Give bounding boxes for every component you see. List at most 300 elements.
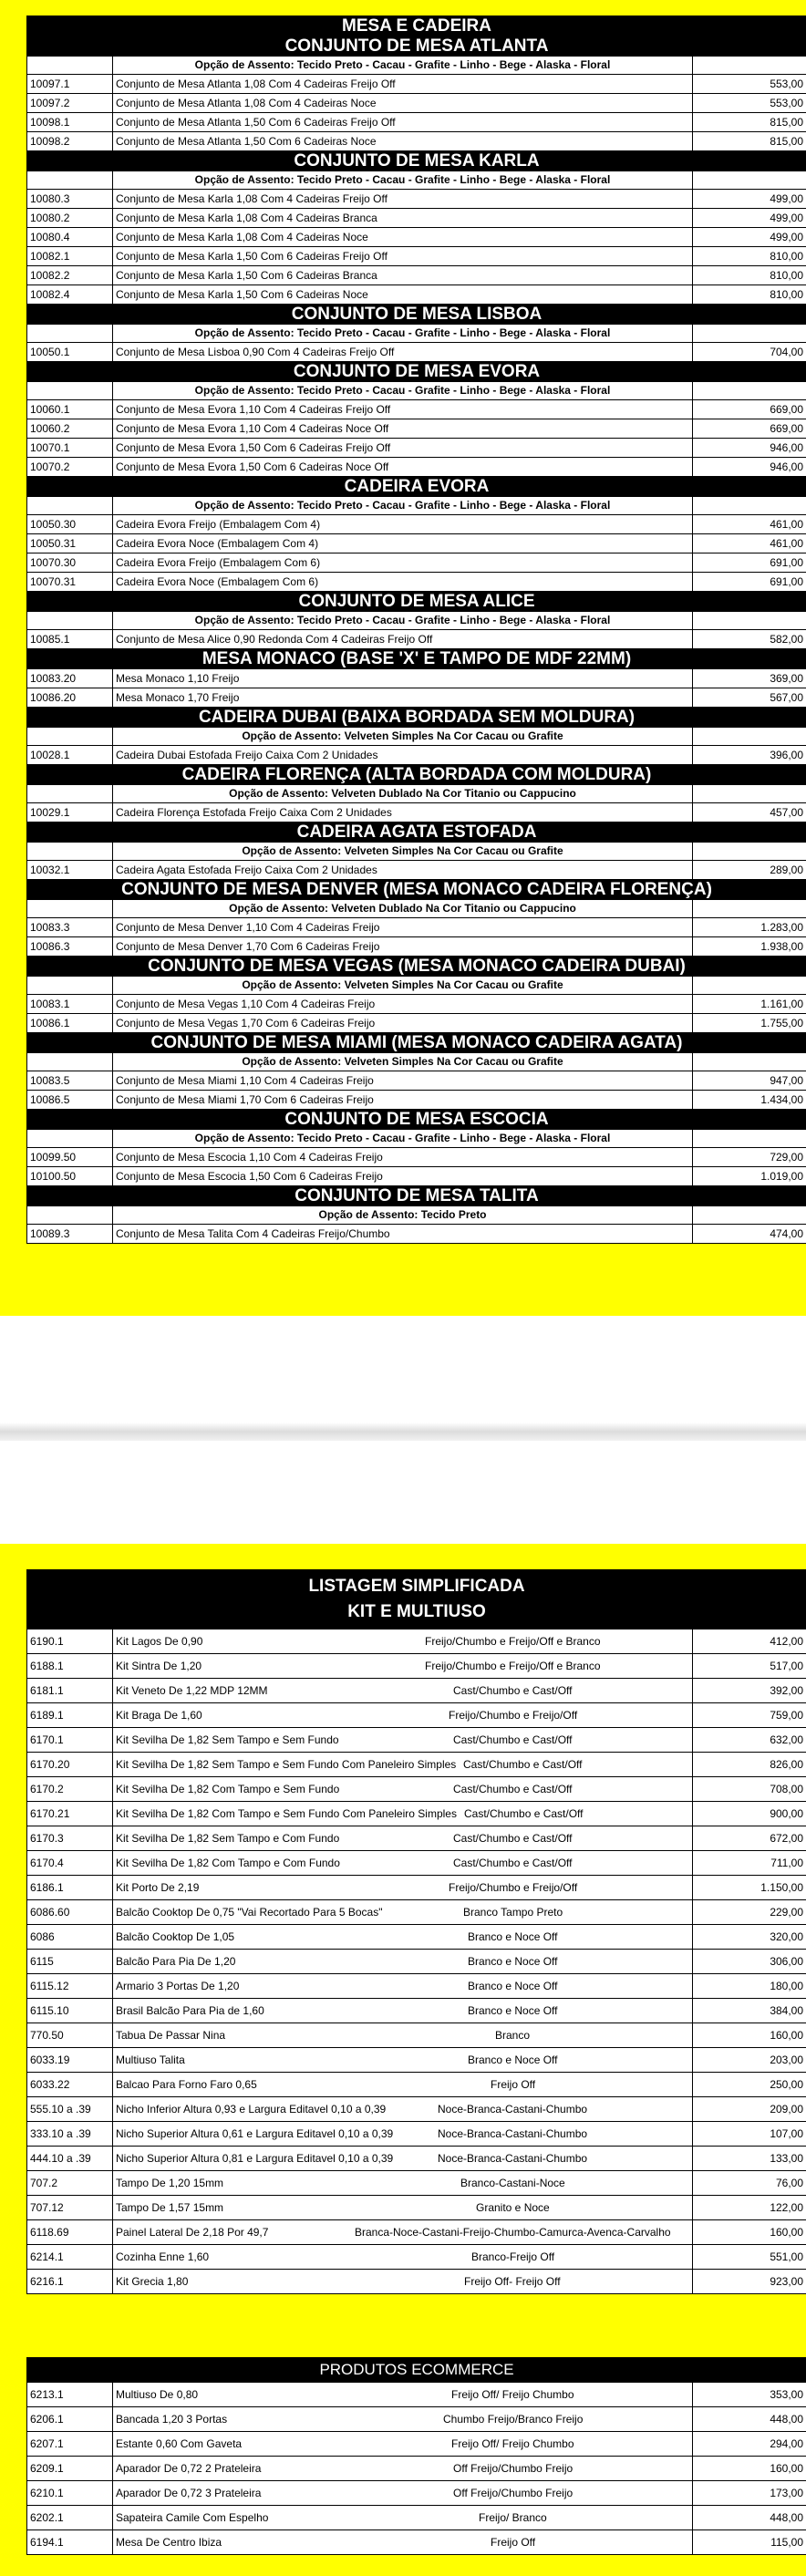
- table-row: [27, 630, 806, 649]
- product-price: 704,00: [693, 343, 806, 362]
- product-finish: Freijo Off- Freijo Off: [464, 2275, 561, 2288]
- list-item: [27, 2481, 806, 2506]
- product-code: 10028.1: [27, 746, 113, 765]
- option-blank-right: [693, 1053, 806, 1071]
- table-row: [27, 688, 806, 708]
- product-price: 115,00: [693, 2530, 806, 2555]
- table-row: [27, 995, 806, 1014]
- product-cell: [113, 2048, 693, 2073]
- product-code: 10083.20: [27, 669, 113, 688]
- product-code: 6170.1: [27, 1728, 113, 1753]
- product-price: 551,00: [693, 2245, 806, 2270]
- section-title: CONJUNTO DE MESA EVORA: [27, 362, 806, 382]
- product-description: Sapateira Camile Com Espelho: [116, 2511, 269, 2524]
- product-finish: Cast/Chumbo e Cast/Off: [453, 1733, 573, 1746]
- product-finish: Branco e Noce Off: [468, 1930, 558, 1943]
- product-code: 6209.1: [27, 2457, 113, 2481]
- section-option-row: [27, 1206, 806, 1225]
- list-item: [27, 2245, 806, 2270]
- product-code: 6115.12: [27, 1974, 113, 1999]
- product-cell: [113, 1777, 693, 1802]
- product-price: 669,00: [693, 400, 806, 419]
- list-item: [27, 1999, 806, 2023]
- list-item: [27, 1679, 806, 1703]
- product-description: Balcão Cooktop De 1,05: [116, 1930, 235, 1943]
- product-description: Kit Sevilha De 1,82 Sem Tampo e Sem Fundo Com Paneleiro Simples: [116, 1758, 457, 1771]
- table-row: [27, 75, 806, 94]
- table-row: [27, 1014, 806, 1033]
- product-price: 729,00: [693, 1148, 806, 1167]
- list-item: [27, 1777, 806, 1802]
- product-code: 10032.1: [27, 861, 113, 880]
- product-description: Cadeira Dubai Estofada Freijo Caixa Com 2 Unidades: [113, 746, 693, 765]
- list-item: [27, 2023, 806, 2048]
- option-blank-right: [693, 1130, 806, 1148]
- section-option: Opção de Assento: Tecido Preto - Cacau - Grafite - Linho - Bege - Alaska - Floral: [113, 57, 693, 75]
- table-row: [27, 419, 806, 439]
- product-price: 815,00: [693, 113, 806, 132]
- product-description: Kit Lagos De 0,90: [116, 1635, 203, 1648]
- product-price: 582,00: [693, 630, 806, 649]
- product-cell: [113, 1753, 693, 1777]
- product-finish: Freijo/Chumbo e Freijo/Off e Branco: [425, 1635, 601, 1648]
- option-blank: [27, 1206, 113, 1225]
- product-code: 10050.30: [27, 515, 113, 534]
- list-item: [27, 1802, 806, 1826]
- table-row: [27, 1148, 806, 1167]
- product-code: 10086.3: [27, 937, 113, 957]
- product-finish: Noce-Branca-Castani-Chumbo: [438, 2127, 588, 2140]
- section-option-row: [27, 977, 806, 995]
- product-cell: [113, 1851, 693, 1876]
- product-price: 448,00: [693, 2407, 806, 2432]
- product-cell: [113, 1876, 693, 1900]
- product-description: Conjunto de Mesa Evora 1,50 Com 6 Cadeiras Noce Off: [113, 458, 693, 477]
- product-description: Conjunto de Mesa Karla 1,08 Com 4 Cadeiras Freijo Off: [113, 190, 693, 209]
- product-cell: [113, 2407, 693, 2432]
- section-option-row: [27, 900, 806, 918]
- product-description: Tabua De Passar Nina: [116, 2029, 226, 2042]
- product-price: 672,00: [693, 1826, 806, 1851]
- option-blank-right: [693, 977, 806, 995]
- product-code: 6086.60: [27, 1900, 113, 1925]
- section-title: CONJUNTO DE MESA ATLANTA: [27, 36, 806, 57]
- list-item: [27, 1629, 806, 1654]
- product-description: Cadeira Evora Noce (Embalagem Com 4): [113, 534, 693, 553]
- ecommerce-table: [26, 2357, 806, 2555]
- section-option-row: [27, 57, 806, 75]
- product-description: Conjunto de Mesa Vegas 1,10 Com 4 Cadeiras Freijo: [113, 995, 693, 1014]
- product-finish: Branco e Noce Off: [468, 2004, 558, 2017]
- product-description: Conjunto de Mesa Lisboa 0,90 Com 4 Cadeiras Freijo Off: [113, 343, 693, 362]
- option-blank-right: [693, 728, 806, 746]
- product-price: 517,00: [693, 1654, 806, 1679]
- product-code: 6033.22: [27, 2073, 113, 2097]
- list-item: [27, 2122, 806, 2147]
- option-blank: [27, 325, 113, 343]
- kit-title-line1: LISTAGEM SIMPLIFICADA: [308, 1577, 525, 1596]
- product-finish: Cast/Chumbo e Cast/Off: [453, 1684, 573, 1697]
- option-blank: [27, 612, 113, 630]
- product-description: Conjunto de Mesa Denver 1,10 Com 4 Cadeiras Freijo: [113, 918, 693, 937]
- list-item: [27, 2097, 806, 2122]
- table-row: [27, 266, 806, 285]
- product-price: 396,00: [693, 746, 806, 765]
- product-code: 6115.10: [27, 1999, 113, 2023]
- product-code: 10080.3: [27, 190, 113, 209]
- section-option: Opção de Assento: Velveten Simples Na Cor Cacau ou Grafite: [113, 1053, 693, 1071]
- product-cell: [113, 2073, 693, 2097]
- product-code: 6186.1: [27, 1876, 113, 1900]
- product-code: 6170.2: [27, 1777, 113, 1802]
- section-option-row: [27, 728, 806, 746]
- list-item: [27, 1753, 806, 1777]
- product-code: 10083.1: [27, 995, 113, 1014]
- section-header-row: [27, 1186, 806, 1206]
- product-description: Conjunto de Mesa Escocia 1,10 Com 4 Cadeiras Freijo: [113, 1148, 693, 1167]
- section-header-row: [27, 477, 806, 497]
- product-description: Conjunto de Mesa Alice 0,90 Redonda Com 4 Cadeiras Freijo Off: [113, 630, 693, 649]
- option-blank: [27, 171, 113, 190]
- list-item: [27, 1950, 806, 1974]
- product-cell: [113, 2481, 693, 2506]
- list-item: [27, 2530, 806, 2555]
- table-row: [27, 439, 806, 458]
- product-price: 691,00: [693, 573, 806, 592]
- product-description: Kit Sevilha De 1,82 Sem Tampo e Com Fundo: [116, 1832, 340, 1845]
- product-cell: [113, 1900, 693, 1925]
- section-option-row: [27, 1053, 806, 1071]
- section-option: Opção de Assento: Tecido Preto - Cacau - Grafite - Linho - Bege - Alaska - Floral: [113, 612, 693, 630]
- product-price: 810,00: [693, 266, 806, 285]
- product-finish: Branco: [495, 2029, 531, 2042]
- product-price: 553,00: [693, 75, 806, 94]
- product-cell: [113, 2506, 693, 2530]
- table-row: [27, 861, 806, 880]
- product-price: 474,00: [693, 1225, 806, 1244]
- product-code: 10100.50: [27, 1167, 113, 1186]
- product-description: Conjunto de Mesa Escocia 1,50 Com 6 Cadeiras Freijo: [113, 1167, 693, 1186]
- product-description: Conjunto de Mesa Evora 1,10 Com 4 Cadeiras Noce Off: [113, 419, 693, 439]
- product-code: 6190.1: [27, 1629, 113, 1654]
- section-header-row: [27, 151, 806, 171]
- product-cell: [113, 1974, 693, 1999]
- product-code: 10086.20: [27, 688, 113, 708]
- product-description: Conjunto de Mesa Karla 1,50 Com 6 Cadeiras Branca: [113, 266, 693, 285]
- product-description: Conjunto de Mesa Karla 1,08 Com 4 Cadeiras Branca: [113, 209, 693, 228]
- list-item: [27, 2506, 806, 2530]
- product-description: Cadeira Evora Freijo (Embalagem Com 6): [113, 553, 693, 573]
- section-header-row: [27, 957, 806, 977]
- section-header-row: [27, 36, 806, 57]
- section-title: CONJUNTO DE MESA MIAMI (MESA MONACO CADEIRA AGATA): [27, 1033, 806, 1053]
- product-price: 457,00: [693, 803, 806, 822]
- section-title: CONJUNTO DE MESA LISBOA: [27, 305, 806, 325]
- section-title: CADEIRA AGATA ESTOFADA: [27, 822, 806, 843]
- table-row: [27, 1167, 806, 1186]
- product-cell: [113, 2122, 693, 2147]
- product-price: 209,00: [693, 2097, 806, 2122]
- kit-title: [27, 1570, 806, 1629]
- section-header-row: [27, 592, 806, 612]
- product-description: Kit Grecia 1,80: [116, 2275, 189, 2288]
- product-price: 289,00: [693, 861, 806, 880]
- product-price: 384,00: [693, 1999, 806, 2023]
- product-price: 946,00: [693, 439, 806, 458]
- list-item: [27, 2407, 806, 2432]
- product-cell: [113, 1629, 693, 1654]
- option-blank: [27, 900, 113, 918]
- section-option: Opção de Assento: Velveten Simples Na Cor Cacau ou Grafite: [113, 843, 693, 861]
- product-code: 10070.30: [27, 553, 113, 573]
- list-item: [27, 1728, 806, 1753]
- product-price: 229,00: [693, 1900, 806, 1925]
- product-price: 632,00: [693, 1728, 806, 1753]
- product-code: 6216.1: [27, 2270, 113, 2294]
- mesa-cadeira-table: [26, 16, 806, 1244]
- product-finish: Branco-Freijo Off: [471, 2250, 555, 2263]
- product-price: 691,00: [693, 553, 806, 573]
- product-price: 900,00: [693, 1802, 806, 1826]
- section-header-row: [27, 880, 806, 900]
- product-finish: Cast/Chumbo e Cast/Off: [453, 1783, 573, 1795]
- product-description: Kit Braga De 1,60: [116, 1709, 202, 1722]
- section-header-row: [27, 649, 806, 669]
- page-separator: [0, 1422, 806, 1441]
- product-finish: Branco e Noce Off: [468, 2054, 558, 2066]
- section-option-row: [27, 1130, 806, 1148]
- product-code: 10080.2: [27, 209, 113, 228]
- product-price: 759,00: [693, 1703, 806, 1728]
- product-cell: [113, 1728, 693, 1753]
- product-finish: Branco-Castani-Noce: [460, 2177, 565, 2189]
- product-cell: [113, 2530, 693, 2555]
- product-price: 180,00: [693, 1974, 806, 1999]
- product-finish: Freijo Off/ Freijo Chumbo: [451, 2388, 574, 2401]
- product-price: 708,00: [693, 1777, 806, 1802]
- product-price: 294,00: [693, 2432, 806, 2457]
- product-code: 707.12: [27, 2196, 113, 2220]
- product-description: Kit Porto De 2,19: [116, 1881, 200, 1894]
- table-row: [27, 937, 806, 957]
- product-price: 448,00: [693, 2506, 806, 2530]
- product-code: 6188.1: [27, 1654, 113, 1679]
- option-blank: [27, 382, 113, 400]
- list-item: [27, 1974, 806, 1999]
- product-code: 10086.5: [27, 1091, 113, 1110]
- product-finish: Freijo Off/ Freijo Chumbo: [451, 2437, 574, 2450]
- table-row: [27, 228, 806, 247]
- product-code: 10086.1: [27, 1014, 113, 1033]
- table-row: [27, 94, 806, 113]
- product-finish: Cast/Chumbo e Cast/Off: [453, 1832, 573, 1845]
- list-item: [27, 1826, 806, 1851]
- product-finish: Branco e Noce Off: [468, 1980, 558, 1992]
- section-option-row: [27, 785, 806, 803]
- product-cell: [113, 2383, 693, 2407]
- product-price: 1.755,00: [693, 1014, 806, 1033]
- product-price: 306,00: [693, 1950, 806, 1974]
- product-description: Conjunto de Mesa Atlanta 1,08 Com 4 Cadeiras Freijo Off: [113, 75, 693, 94]
- product-description: Aparador De 0,72 3 Prateleira: [116, 2487, 262, 2499]
- product-finish: Chumbo Freijo/Branco Freijo: [443, 2413, 584, 2426]
- option-blank: [27, 1053, 113, 1071]
- list-item: [27, 2220, 806, 2245]
- product-code: 10070.1: [27, 439, 113, 458]
- product-price: 392,00: [693, 1679, 806, 1703]
- product-code: 10029.1: [27, 803, 113, 822]
- list-item: [27, 1876, 806, 1900]
- list-item: [27, 1925, 806, 1950]
- catalog-title: MESA E CADEIRA: [27, 16, 806, 36]
- product-code: 6189.1: [27, 1703, 113, 1728]
- section-header-row: [27, 822, 806, 843]
- product-description: Kit Veneto De 1,22 MDP 12MM: [116, 1684, 268, 1697]
- product-description: Conjunto de Mesa Evora 1,10 Com 4 Cadeiras Freijo Off: [113, 400, 693, 419]
- kit-title-line2: KIT E MULTIUSO: [347, 1602, 486, 1621]
- product-price: 160,00: [693, 2220, 806, 2245]
- product-description: Conjunto de Mesa Atlanta 1,50 Com 6 Cadeiras Freijo Off: [113, 113, 693, 132]
- product-price: 815,00: [693, 132, 806, 151]
- product-code: 770.50: [27, 2023, 113, 2048]
- product-finish: Off Freijo/Chumbo Freijo: [453, 2487, 574, 2499]
- table-row: [27, 534, 806, 553]
- product-code: 6210.1: [27, 2481, 113, 2506]
- product-code: 10080.4: [27, 228, 113, 247]
- section-option: Opção de Assento: Tecido Preto - Cacau - Grafite - Linho - Bege - Alaska - Floral: [113, 1130, 693, 1148]
- product-finish: Freijo Off: [491, 2536, 536, 2549]
- product-cell: [113, 2147, 693, 2171]
- product-description: Conjunto de Mesa Karla 1,50 Com 6 Cadeiras Noce: [113, 285, 693, 305]
- product-price: 461,00: [693, 534, 806, 553]
- section-header-row: [27, 765, 806, 785]
- section-header-row: [27, 305, 806, 325]
- product-description: Multiuso De 0,80: [116, 2388, 199, 2401]
- product-price: 946,00: [693, 458, 806, 477]
- product-code: 333.10 a .39: [27, 2122, 113, 2147]
- product-code: 6033.19: [27, 2048, 113, 2073]
- product-cell: [113, 1703, 693, 1728]
- product-code: 10098.1: [27, 113, 113, 132]
- product-cell: [113, 2432, 693, 2457]
- section-option: Opção de Assento: Velveten Dublado Na Cor Titanio ou Cappucino: [113, 785, 693, 803]
- product-cell: [113, 1679, 693, 1703]
- product-cell: [113, 2023, 693, 2048]
- product-cell: [113, 1999, 693, 2023]
- option-blank-right: [693, 785, 806, 803]
- product-price: 711,00: [693, 1851, 806, 1876]
- table-row: [27, 1225, 806, 1244]
- list-item: [27, 2171, 806, 2196]
- product-description: Balcão Para Pia De 1,20: [116, 1955, 236, 1968]
- option-blank-right: [693, 900, 806, 918]
- option-blank-right: [693, 382, 806, 400]
- product-finish: Freijo/Chumbo e Freijo/Off: [449, 1881, 578, 1894]
- product-price: 499,00: [693, 190, 806, 209]
- section-option-row: [27, 171, 806, 190]
- product-price: 461,00: [693, 515, 806, 534]
- product-cell: [113, 2270, 693, 2294]
- product-code: 10060.2: [27, 419, 113, 439]
- ecommerce-sheet: [26, 2357, 806, 2555]
- table-row: [27, 285, 806, 305]
- product-finish: Cast/Chumbo e Cast/Off: [463, 1758, 583, 1771]
- option-blank-right: [693, 843, 806, 861]
- section-header-row: [27, 708, 806, 728]
- product-description: Kit Sevilha De 1,82 Com Tampo e Sem Fundo: [116, 1783, 340, 1795]
- list-item: [27, 1900, 806, 1925]
- product-cell: [113, 2171, 693, 2196]
- product-price: 1.283,00: [693, 918, 806, 937]
- product-description: Conjunto de Mesa Karla 1,50 Com 6 Cadeiras Freijo Off: [113, 247, 693, 266]
- product-price: 353,00: [693, 2383, 806, 2407]
- section-option: Opção de Assento: Velveten Simples Na Cor Cacau ou Grafite: [113, 728, 693, 746]
- product-code: 10083.5: [27, 1071, 113, 1091]
- option-blank: [27, 843, 113, 861]
- product-description: Aparador De 0,72 2 Prateleira: [116, 2462, 262, 2475]
- product-description: Cadeira Agata Estofada Freijo Caixa Com 2 Unidades: [113, 861, 693, 880]
- product-price: 1.161,00: [693, 995, 806, 1014]
- product-price: 1.434,00: [693, 1091, 806, 1110]
- option-blank: [27, 728, 113, 746]
- product-code: 10050.1: [27, 343, 113, 362]
- product-code: 6118.69: [27, 2220, 113, 2245]
- table-row: [27, 1091, 806, 1110]
- product-price: 412,00: [693, 1629, 806, 1654]
- product-finish: Branco Tampo Preto: [463, 1906, 563, 1919]
- table-row: [27, 190, 806, 209]
- product-description: Mesa Monaco 1,10 Freijo: [113, 669, 693, 688]
- product-finish: Noce-Branca-Castani-Chumbo: [438, 2152, 588, 2165]
- product-price: 133,00: [693, 2147, 806, 2171]
- product-description: Conjunto de Mesa Denver 1,70 Com 6 Cadeiras Freijo: [113, 937, 693, 957]
- product-code: 10060.1: [27, 400, 113, 419]
- product-price: 122,00: [693, 2196, 806, 2220]
- product-price: 160,00: [693, 2023, 806, 2048]
- product-description: Multiuso Talita: [116, 2054, 185, 2066]
- table-row: [27, 113, 806, 132]
- section-title: CONJUNTO DE MESA DENVER (MESA MONACO CADEIRA FLORENÇA): [27, 880, 806, 900]
- product-cell: [113, 2457, 693, 2481]
- product-cell: [113, 1802, 693, 1826]
- table-row: [27, 1071, 806, 1091]
- option-blank-right: [693, 1206, 806, 1225]
- table-row: [27, 343, 806, 362]
- product-code: 6194.1: [27, 2530, 113, 2555]
- option-blank-right: [693, 57, 806, 75]
- product-code: 6206.1: [27, 2407, 113, 2432]
- section-title: MESA MONACO (BASE 'X' E TAMPO DE MDF 22MM): [27, 649, 806, 669]
- section-title: CONJUNTO DE MESA VEGAS (MESA MONACO CADEIRA DUBAI): [27, 957, 806, 977]
- option-blank: [27, 785, 113, 803]
- product-description: Mesa De Centro Ibiza: [116, 2536, 222, 2549]
- product-code: 6181.1: [27, 1679, 113, 1703]
- product-code: 6086: [27, 1925, 113, 1950]
- product-code: 444.10 a .39: [27, 2147, 113, 2171]
- product-description: Cadeira Evora Noce (Embalagem Com 6): [113, 573, 693, 592]
- ecommerce-title: PRODUTOS ECOMMERCE: [27, 2358, 806, 2383]
- product-description: Conjunto de Mesa Talita Com 4 Cadeiras Freijo/Chumbo: [113, 1225, 693, 1244]
- product-price: 669,00: [693, 419, 806, 439]
- product-finish: Freijo/Chumbo e Freijo/Off: [449, 1709, 578, 1722]
- product-price: 320,00: [693, 1925, 806, 1950]
- product-description: Brasil Balcão Para Pia de 1,60: [116, 2004, 264, 2017]
- product-price: 203,00: [693, 2048, 806, 2073]
- section-title: CADEIRA FLORENÇA (ALTA BORDADA COM MOLDURA): [27, 765, 806, 785]
- list-item: [27, 1703, 806, 1728]
- product-description: Estante 0,60 Com Gaveta: [116, 2437, 243, 2450]
- product-code: 10082.1: [27, 247, 113, 266]
